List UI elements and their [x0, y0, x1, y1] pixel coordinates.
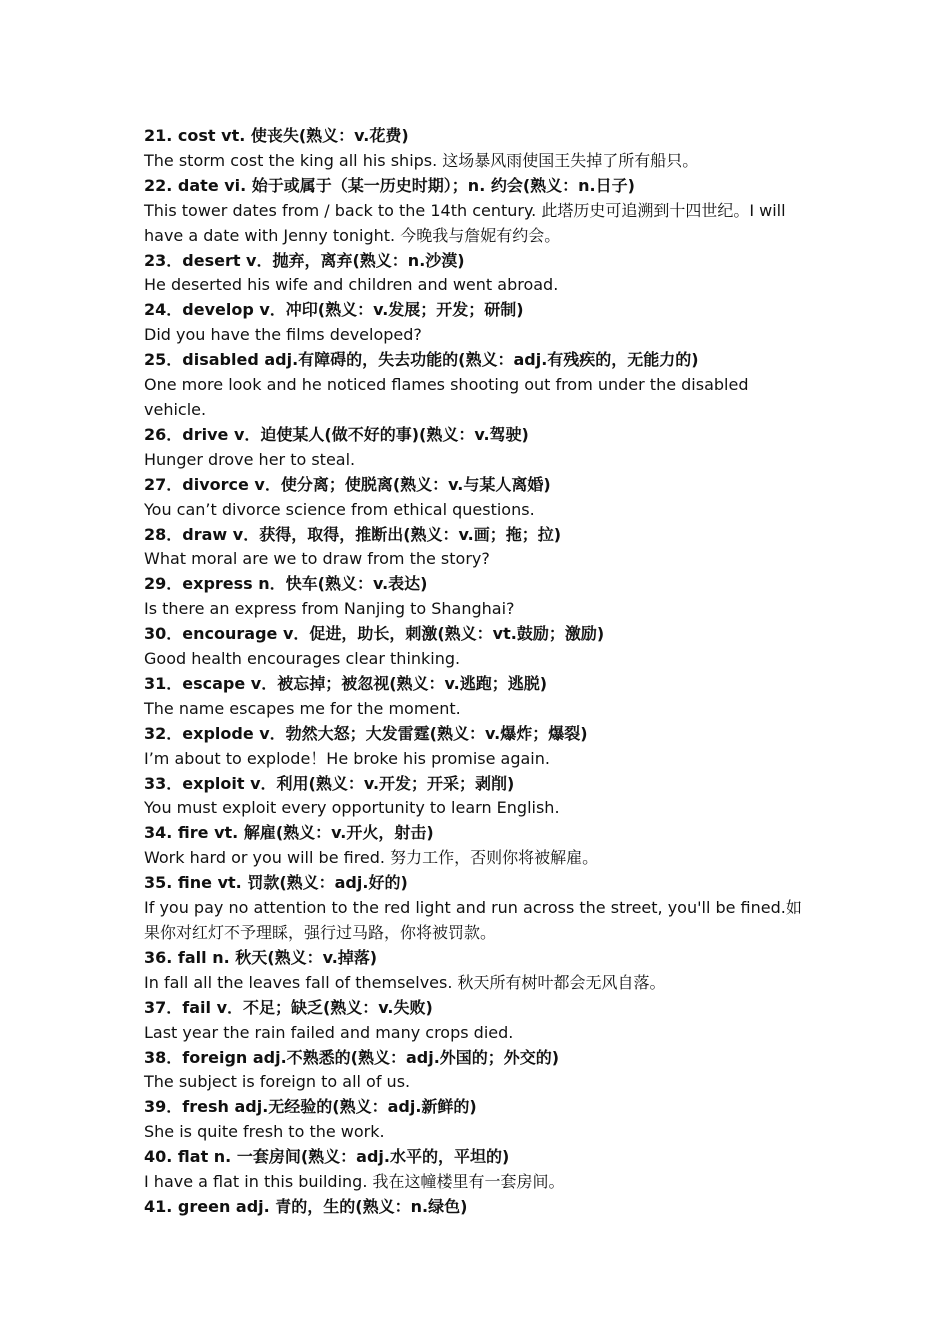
example-sentence: Did you have the films developed?: [144, 325, 422, 345]
example-sentence: The storm cost the king all his ships. 这场暴风雨使国王失掉了所有船只。: [144, 150, 699, 170]
vocabulary-entry: [144, 572, 810, 622]
entry-headword: 28．draw v．获得，取得，推断出(熟义：v.画；拖；拉): [144, 524, 562, 544]
entry-headword: 33．exploit v．利用(熟义：v.开发；开采；剥削): [144, 773, 515, 793]
vocabulary-entry: [144, 423, 810, 473]
vocabulary-entry: [144, 772, 810, 822]
entry-headword: 41. green adj. 青的，生的(熟义：n.绿色): [144, 1196, 468, 1216]
entry-headword: 24．develop v．冲印(熟义：v.发展；开发；研制): [144, 300, 524, 320]
vocabulary-entry: [144, 249, 810, 299]
vocabulary-entry: [144, 946, 810, 996]
entry-headword: 30．encourage v．促进，助长，刺激(熟义：vt.鼓励；激励): [144, 624, 605, 644]
vocabulary-entry: [144, 1046, 810, 1096]
entry-headword: 39．fresh adj.无经验的(熟义：adj.新鲜的): [144, 1097, 477, 1117]
example-sentence: Good health encourages clear thinking.: [144, 649, 461, 669]
entry-headword: 36. fall n. 秋天(熟义：v.掉落): [144, 947, 378, 967]
entry-headword: 35. fine vt. 罚款(熟义：adj.好的): [144, 873, 408, 893]
vocabulary-entry: [144, 174, 810, 249]
example-sentence: I have a flat in this building. 我在这幢楼里有一套房间。: [144, 1172, 565, 1192]
example-sentence: The name escapes me for the moment.: [144, 698, 461, 718]
vocabulary-entry: [144, 473, 810, 523]
entry-headword: 38．foreign adj.不熟悉的(熟义：adj.外国的；外交的): [144, 1047, 560, 1067]
vocabulary-list: [144, 124, 810, 1220]
vocabulary-entry: [144, 722, 810, 772]
example-sentence: have a date with Jenny tonight. 今晚我与詹妮有约会。: [144, 225, 561, 245]
entry-headword: 37．fail v．不足；缺乏(熟义：v.失败): [144, 997, 433, 1017]
example-sentence: I’m about to explode！He broke his promise again.: [144, 748, 550, 768]
vocabulary-entry: [144, 672, 810, 722]
entry-headword: 26．drive v．迫使某人(做不好的事)(熟义：v.驾驶): [144, 424, 529, 444]
entry-headword: 34. fire vt. 解雇(熟义：v.开火，射击): [144, 823, 434, 843]
vocabulary-entry: [144, 821, 810, 871]
entry-headword: 22. date vi. 始于或属于（某一历史时期）；n. 约会(熟义：n.日子): [144, 175, 635, 195]
vocabulary-entry: [144, 348, 810, 423]
example-sentence: Last year the rain failed and many crops died.: [144, 1022, 514, 1042]
vocabulary-entry: [144, 871, 810, 946]
vocabulary-entry: [144, 1195, 810, 1220]
vocabulary-entry: [144, 298, 810, 348]
example-sentence: Work hard or you will be fired. 努力工作，否则你将被解雇。: [144, 848, 599, 868]
example-sentence: This tower dates from / back to the 14th century. 此塔历史可追溯到十四世纪。I will: [144, 200, 786, 220]
example-sentence: In fall all the leaves fall of themselves. 秋天所有树叶都会无风自落。: [144, 972, 666, 992]
entry-headword: 25．disabled adj.有障碍的，失去功能的(熟义：adj.有残疾的，无能力的): [144, 350, 699, 370]
example-sentence: He deserted his wife and children and went abroad.: [144, 275, 559, 295]
vocabulary-entry: [144, 124, 810, 174]
example-sentence: Is there an express from Nanjing to Shanghai?: [144, 599, 515, 619]
entry-headword: 31．escape v．被忘掉；被忽视(熟义：v.逃跑；逃脱): [144, 673, 548, 693]
example-sentence: One more look and he noticed flames shooting out from under the disabled: [144, 375, 749, 395]
vocabulary-entry: [144, 1145, 810, 1195]
example-sentence: If you pay no attention to the red light and run across the street, you'll be fined.如: [144, 898, 802, 918]
entry-headword: 40. flat n. 一套房间(熟义：adj.水平的，平坦的): [144, 1147, 510, 1167]
entry-headword: 32．explode v．勃然大怒；大发雷霆(熟义：v.爆炸；爆裂): [144, 723, 588, 743]
example-sentence: You can’t divorce science from ethical questions.: [144, 499, 535, 519]
example-sentence: You must exploit every opportunity to learn English.: [144, 798, 560, 818]
vocabulary-entry: [144, 1095, 810, 1145]
vocabulary-entry: [144, 996, 810, 1046]
entry-headword: 21. cost vt. 使丧失(熟义：v.花费): [144, 126, 409, 145]
example-sentence: 果你对红灯不予理睬，强行过马路，你将被罚款。: [144, 923, 497, 942]
vocabulary-entry: [144, 523, 810, 573]
example-sentence: What moral are we to draw from the story?: [144, 549, 490, 569]
entry-headword: 23．desert v．抛弃，离弃(熟义：n.沙漠): [144, 250, 465, 270]
example-sentence: vehicle.: [144, 399, 207, 419]
vocabulary-entry: [144, 622, 810, 672]
example-sentence: The subject is foreign to all of us.: [144, 1072, 411, 1092]
entry-headword: 29．express n．快车(熟义：v.表达): [144, 574, 428, 594]
entry-headword: 27．divorce v．使分离；使脱离(熟义：v.与某人离婚): [144, 474, 551, 494]
example-sentence: She is quite fresh to the work.: [144, 1122, 385, 1142]
example-sentence: Hunger drove her to steal.: [144, 449, 356, 469]
